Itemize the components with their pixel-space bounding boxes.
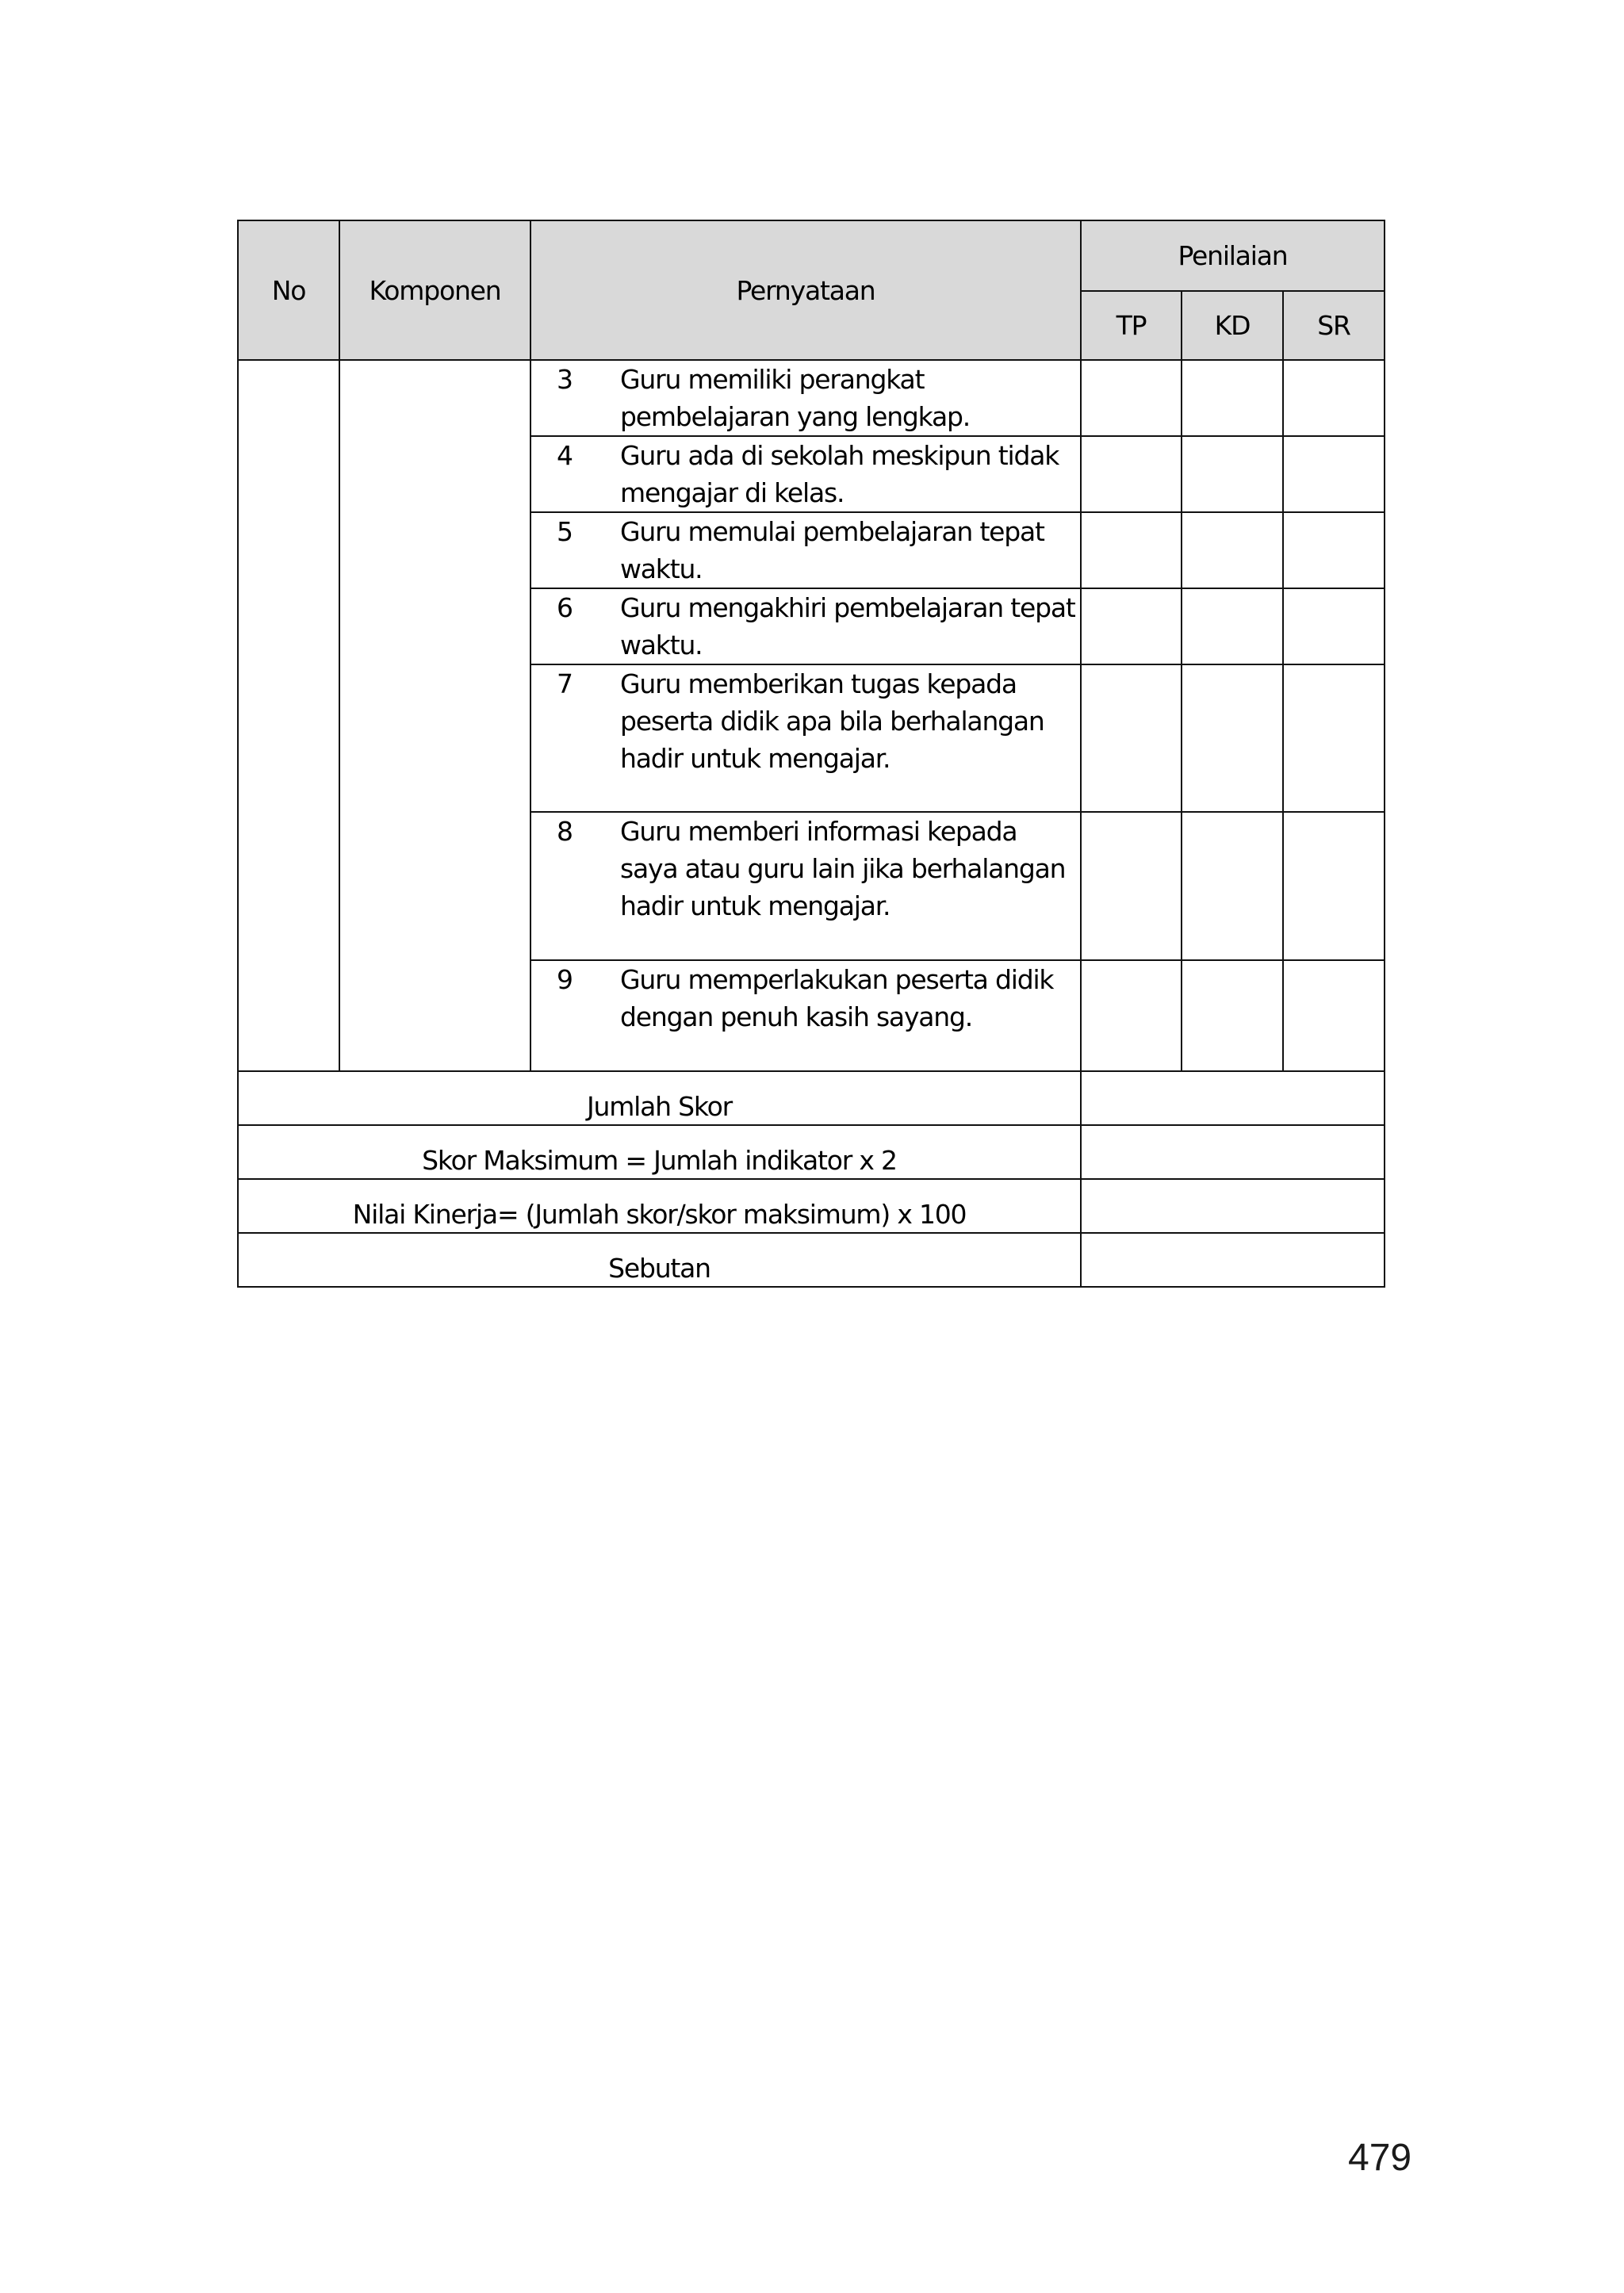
footer-value-cell[interactable]	[1081, 1071, 1385, 1125]
statement-cell	[530, 664, 1081, 812]
statement-number: 8	[557, 816, 573, 847]
statement-text: Guru memberi informasi kepada saya atau guru lain jika berhalangan hadir untuk mengajar.	[620, 816, 1066, 921]
header-tp: TP	[1081, 291, 1182, 360]
statement-text: Guru ada di sekolah meskipun tidak mengajar di kelas.	[620, 440, 1059, 508]
score-sr-cell[interactable]	[1283, 812, 1385, 960]
footer-label: Jumlah Skor	[238, 1071, 1081, 1125]
score-kd-cell[interactable]	[1182, 664, 1283, 812]
table-row	[238, 360, 1385, 436]
footer-label: Skor Maksimum = Jumlah indikator x 2	[238, 1125, 1081, 1179]
assessment-table	[237, 220, 1385, 1288]
header-sr: SR	[1283, 291, 1385, 360]
statement-cell	[530, 960, 1081, 1071]
score-sr-cell[interactable]	[1283, 588, 1385, 664]
footer-label: Nilai Kinerja= (Jumlah skor/skor maksimum) x 100	[238, 1179, 1081, 1233]
score-sr-cell[interactable]	[1283, 960, 1385, 1071]
score-tp-cell[interactable]	[1081, 960, 1182, 1071]
score-kd-cell[interactable]	[1182, 588, 1283, 664]
footer-row-jumlah-skor	[238, 1071, 1385, 1125]
statement-cell	[530, 588, 1081, 664]
no-cell	[238, 360, 339, 1071]
statement-text: Guru memberikan tugas kepada peserta didik apa bila berhalangan hadir untuk mengajar.	[620, 668, 1044, 774]
score-kd-cell[interactable]	[1182, 960, 1283, 1071]
header-no: No	[238, 220, 339, 360]
score-sr-cell[interactable]	[1283, 360, 1385, 436]
footer-value-cell[interactable]	[1081, 1233, 1385, 1287]
score-tp-cell[interactable]	[1081, 664, 1182, 812]
footer-row-sebutan	[238, 1233, 1385, 1287]
statement-number: 4	[557, 440, 573, 471]
header-komponen: Komponen	[339, 220, 530, 360]
score-kd-cell[interactable]	[1182, 512, 1283, 588]
score-sr-cell[interactable]	[1283, 436, 1385, 512]
statement-number: 5	[557, 516, 573, 547]
score-tp-cell[interactable]	[1081, 588, 1182, 664]
statement-text: Guru mengakhiri pembelajaran tepat waktu.	[620, 592, 1075, 660]
statement-number: 9	[557, 964, 573, 995]
statement-cell	[530, 360, 1081, 436]
score-tp-cell[interactable]	[1081, 360, 1182, 436]
statement-number: 6	[557, 592, 573, 623]
footer-value-cell[interactable]	[1081, 1179, 1385, 1233]
score-tp-cell[interactable]	[1081, 436, 1182, 512]
header-penilaian: Penilaian	[1081, 220, 1385, 291]
score-tp-cell[interactable]	[1081, 512, 1182, 588]
header-kd: KD	[1182, 291, 1283, 360]
statement-text: Guru memperlakukan peserta didik dengan penuh kasih sayang.	[620, 964, 1054, 1032]
score-sr-cell[interactable]	[1283, 664, 1385, 812]
statement-cell	[530, 812, 1081, 960]
footer-value-cell[interactable]	[1081, 1125, 1385, 1179]
header-pernyataan: Pernyataan	[530, 220, 1081, 360]
score-kd-cell[interactable]	[1182, 436, 1283, 512]
footer-label: Sebutan	[238, 1233, 1081, 1287]
score-tp-cell[interactable]	[1081, 812, 1182, 960]
statement-text: Guru memulai pembelajaran tepat waktu.	[620, 516, 1044, 584]
footer-row-skor-maksimum	[238, 1125, 1385, 1179]
score-kd-cell[interactable]	[1182, 360, 1283, 436]
statement-cell	[530, 512, 1081, 588]
statement-text: Guru memiliki perangkat pembelajaran yang lengkap.	[620, 364, 971, 432]
statement-number: 7	[557, 668, 573, 699]
score-sr-cell[interactable]	[1283, 512, 1385, 588]
komponen-cell	[339, 360, 530, 1071]
score-kd-cell[interactable]	[1182, 812, 1283, 960]
footer-row-nilai-kinerja	[238, 1179, 1385, 1233]
statement-cell	[530, 436, 1081, 512]
statement-number: 3	[557, 364, 573, 395]
page-number: 479	[1348, 2137, 1412, 2179]
